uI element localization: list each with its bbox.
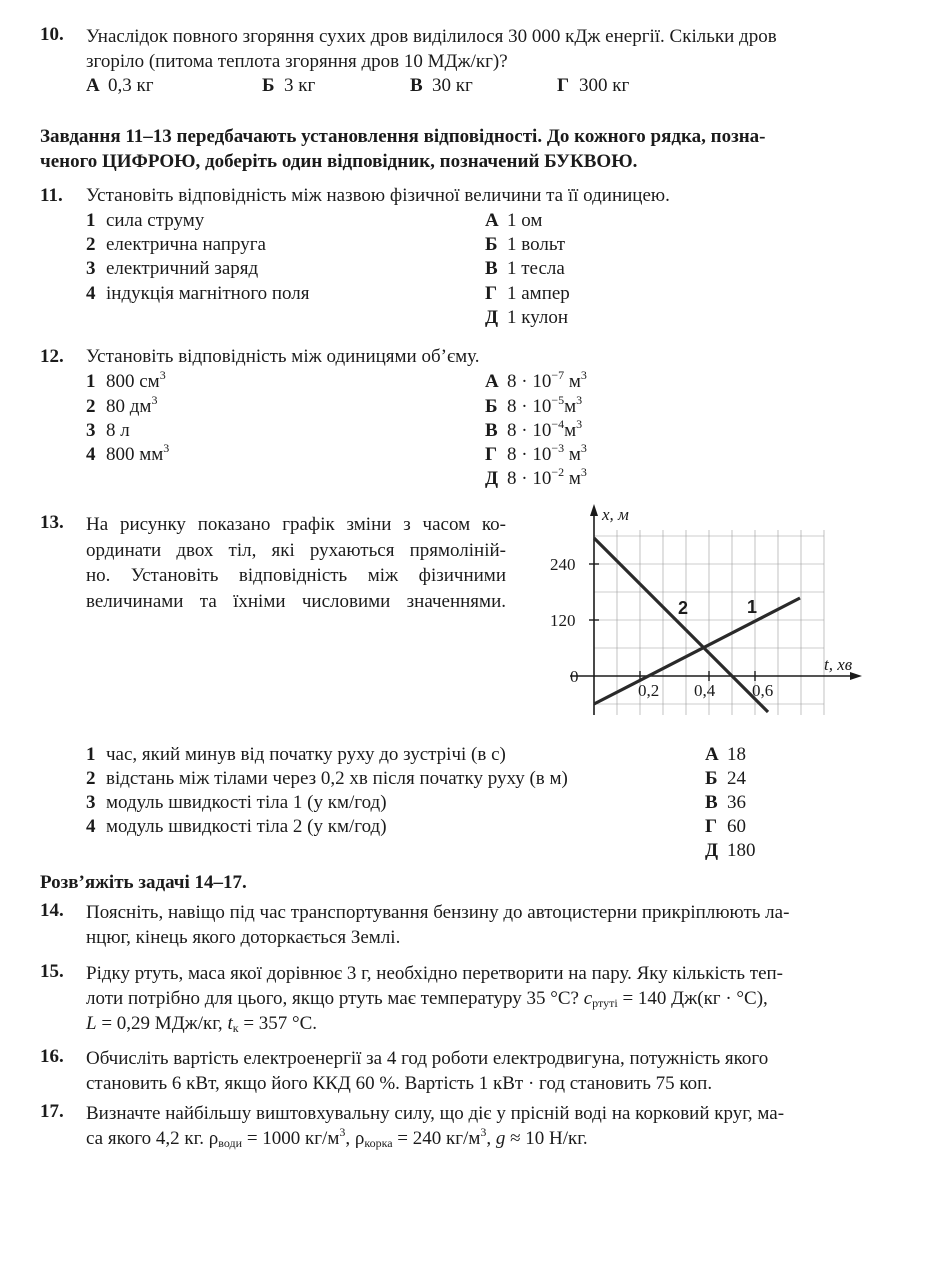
q15-line-3: L = 0,29 МДж/кг, $t_к = 357$ °C. (86, 1013, 318, 1035)
section-11-13-heading (40, 124, 765, 174)
x-axis-label: t, хв (824, 655, 853, 674)
q13-right-d: Г 60 (705, 816, 746, 837)
q12-right-b: Б $8 \cdot 10^{-5}м^3$ (485, 393, 583, 417)
q13-right-a: А 18 (705, 744, 746, 765)
q17-text (86, 1101, 868, 1151)
q12-left-2: 2 80 $дм^3$ (86, 393, 158, 417)
q11-right-a: А 1 ом (485, 210, 543, 231)
q12-left-3: 3 8 л (86, 420, 130, 441)
x-tick-label-06: 0,6 (752, 681, 774, 700)
q15-text (86, 961, 868, 1036)
q10-option-c: В 30 кг (410, 75, 473, 96)
q12-right-c: В $8 \cdot 10^{-4}м^3$ (485, 417, 583, 441)
q12-left-1: 1 800 $см^3$ (86, 368, 166, 392)
q12-right-a: А $8 \cdot 10^{-7}$ $м^3$ (485, 368, 587, 392)
q11-left-4: 4 індукція магнітного поля (86, 283, 310, 304)
y-tick-label-0: 0 (570, 667, 579, 686)
q10-option-a: А 0,3 кг (86, 75, 154, 96)
q10-option-b: Б 3 кг (262, 75, 316, 96)
q11-right-e: Д 1 кулон (485, 307, 569, 328)
q13-left-4: 4 модуль швидкості тіла 2 (у км/год) (86, 816, 387, 837)
q13-right-c: В 36 (705, 792, 746, 813)
y-tick-label-120: 120 (550, 611, 576, 630)
q13-right-e: Д 180 (705, 840, 756, 861)
q14-line-2: нцюг, кінець якого доторкається Землі. (86, 927, 401, 948)
q17-line-2: са якого 4,2 кг. $\rho_{води} = 1000$ $кг/м^3$, $\rho_{корка} = 240$ $кг/м^3$, g ≈ 10 Н/кг. (86, 1125, 588, 1150)
q11-text: Установіть відповідність між назвою фізичної величини та її одиницею. (86, 185, 670, 206)
q15-number: 15. (40, 961, 64, 982)
y-axis-arrow (590, 504, 598, 516)
q15-line-2: лоти потрібно для цього, якщо ртуть має температуру 35 °C? $c_{ртуті} = 140$ Дж(кг · °C), (86, 988, 768, 1010)
q11-right-d: Г 1 ампер (485, 283, 570, 304)
q10-text (86, 24, 868, 74)
q14-number: 14. (40, 900, 64, 921)
q13-left-3: 3 модуль швидкості тіла 1 (у км/год) (86, 792, 387, 813)
section-14-17-heading: Розв’яжіть задачі 14–17. (40, 872, 247, 893)
q11-left-3: 3 електричний заряд (86, 258, 259, 279)
q12-text: Установіть відповідність між одиницями об’єму. (86, 346, 480, 367)
q10-line-2: згоріло (питома теплота згоряння дров 10 МДж/кг)? (86, 51, 508, 72)
q16-number: 16. (40, 1046, 64, 1067)
q13-line-1: На рисунку показано графік зміни з часом ко- (86, 514, 506, 535)
q13-line-3: но. Установіть відповідність між фізичними (86, 565, 506, 586)
q10-option-d: Г 300 кг (557, 75, 630, 96)
q16-line-2: становить 6 кВт, якщо його ККД 60 %. Вартість 1 кВт · год становить 75 коп. (86, 1073, 713, 1094)
q13-left-1: 1 час, який минув від початку руху до зустрічі (в с) (86, 744, 506, 765)
y-tick-label-240: 240 (550, 555, 576, 574)
y-axis-label: x, м (602, 505, 629, 524)
q17-line-1: Визначте найбільшу виштовхувальну силу, що діє у прісній воді на корковий круг, ма- (86, 1103, 785, 1124)
q13-number: 13. (40, 512, 64, 533)
q14-line-1: Поясніть, навіщо під час транспортування бензину до автоцистерни прикріплюють ла- (86, 902, 790, 923)
q10-line-1: Унаслідок повного згоряння сухих дров виділилося 30 000 кДж енергії. Скільки дров (86, 26, 777, 47)
q15-line-1: Рідку ртуть, маса якої дорівнює 3 г, необхідно перетворити на пару. Яку кількість теп- (86, 963, 783, 984)
q11-number: 11. (40, 185, 63, 206)
q10-number: 10. (40, 24, 64, 45)
line-2-label: 2 (678, 598, 689, 618)
q13-text (86, 512, 506, 614)
q12-right-e: Д $8 \cdot 10^{-2}$ $м^3$ (485, 465, 587, 489)
q11-left-1: 1 сила струму (86, 210, 205, 231)
q11-right-b: Б 1 вольт (485, 234, 566, 255)
q16-line-1: Обчисліть вартість електроенергії за 4 год роботи електродвигуна, потужність якого (86, 1048, 769, 1069)
q11-left-2: 2 електрична напруга (86, 234, 266, 255)
q16-text (86, 1046, 868, 1096)
section-11-13-line-1: Завдання 11–13 передбачають установлення відповідності. До кожного рядка, позна- (40, 126, 766, 147)
section-11-13-line-2: ченого ЦИФРОЮ, доберіть один відповідник, позначений БУКВОЮ. (40, 151, 638, 172)
q12-right-d: Г $8 \cdot 10^{-3}$ $м^3$ (485, 441, 587, 465)
q17-number: 17. (40, 1101, 64, 1122)
q13-line-4: величинами та їхніми числовими значеннями. (86, 590, 506, 612)
x-tick-label-02: 0,2 (638, 681, 660, 700)
q12-left-4: 4 800 $мм^3$ (86, 441, 170, 465)
q13-right-b: Б 24 (705, 768, 746, 789)
q13-line-2: ординати двох тіл, які рухаються прямоліній- (86, 539, 506, 561)
coordinate-time-graph (530, 500, 870, 720)
q12-number: 12. (40, 346, 64, 367)
q13-left-2: 2 відстань між тілами через 0,2 хв після початку руху (в м) (86, 768, 568, 789)
x-tick-label-04: 0,4 (694, 681, 716, 700)
q14-text (86, 900, 868, 950)
line-1-label: 1 (747, 597, 758, 617)
q11-right-c: В 1 тесла (485, 258, 565, 279)
